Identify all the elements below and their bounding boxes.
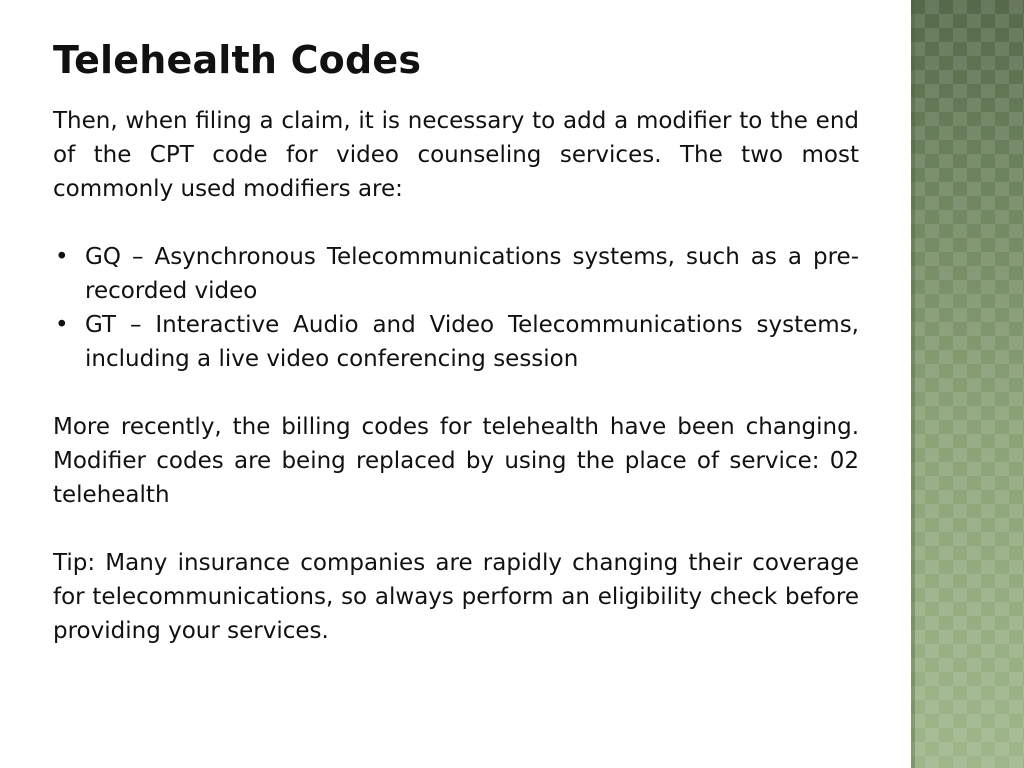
- tip-paragraph: Tip: Many insurance companies are rapidly changing their coverage for telecommunications, so always perform an eligibility check before providing your services.: [53, 550, 859, 644]
- decorative-side-panel: [911, 0, 1024, 768]
- slide-title: Telehealth Codes: [53, 38, 422, 82]
- recent-changes-paragraph: More recently, the billing codes for telehealth have been changing. Modifier codes are being replaced by using the place of service: 02 telehealth: [53, 414, 859, 508]
- intro-paragraph: Then, when filing a claim, it is necessary to add a modifier to the end of the CPT code for video counseling services. The two most commonly used modifiers are:: [53, 108, 859, 202]
- list-item: [53, 308, 859, 376]
- list-item: [53, 240, 859, 308]
- bullet-icon: •: [55, 244, 69, 270]
- list-item-text: GT – Interactive Audio and Video Telecommunications systems, including a live video conferencing session: [85, 312, 859, 372]
- bullet-icon: •: [55, 312, 69, 338]
- list-item-text: GQ – Asynchronous Telecommunications systems, such as a pre-recorded video: [85, 244, 859, 304]
- slide-content: [53, 36, 859, 682]
- modifier-list: [53, 240, 859, 376]
